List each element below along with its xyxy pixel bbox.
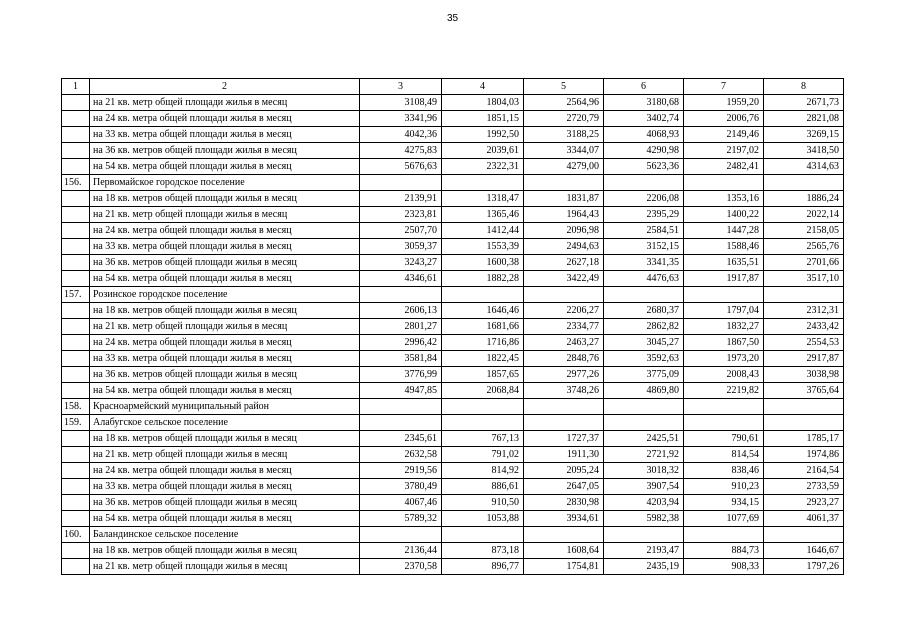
value-cell: 3776,99	[360, 367, 442, 383]
header-cell: 1	[62, 79, 90, 95]
header-cell: 4	[442, 79, 524, 95]
value-cell: 3243,27	[360, 255, 442, 271]
page-number: 35	[446, 13, 459, 24]
empty-cell	[360, 527, 442, 543]
row-number-cell	[62, 239, 90, 255]
value-cell: 2721,92	[604, 447, 684, 463]
row-number-cell	[62, 191, 90, 207]
section-number: 160.	[62, 527, 90, 543]
row-number-cell	[62, 479, 90, 495]
value-cell: 2193,47	[604, 543, 684, 559]
value-cell: 3780,49	[360, 479, 442, 495]
table-row	[62, 143, 844, 159]
value-cell: 1832,27	[684, 319, 764, 335]
section-number: 159.	[62, 415, 90, 431]
value-cell: 2821,08	[764, 111, 844, 127]
value-cell: 2917,87	[764, 351, 844, 367]
row-number-cell	[62, 207, 90, 223]
empty-cell	[524, 175, 604, 191]
value-cell: 1353,16	[684, 191, 764, 207]
value-cell: 2923,27	[764, 495, 844, 511]
value-cell: 3402,74	[604, 111, 684, 127]
value-cell: 3344,07	[524, 143, 604, 159]
value-cell: 838,46	[684, 463, 764, 479]
value-cell: 814,92	[442, 463, 524, 479]
value-cell: 5982,38	[604, 511, 684, 527]
section-title: Алабугское сельское поселение	[90, 415, 360, 431]
row-label: на 21 кв. метр общей площади жилья в месяц	[90, 319, 360, 335]
value-cell: 1831,87	[524, 191, 604, 207]
value-cell: 4068,93	[604, 127, 684, 143]
value-cell: 2158,05	[764, 223, 844, 239]
value-cell: 2312,31	[764, 303, 844, 319]
value-cell: 3180,68	[604, 95, 684, 111]
value-cell: 2395,29	[604, 207, 684, 223]
value-cell: 3775,09	[604, 367, 684, 383]
value-cell: 1716,86	[442, 335, 524, 351]
value-cell: 1973,20	[684, 351, 764, 367]
table-row	[62, 255, 844, 271]
row-number-cell	[62, 463, 90, 479]
value-cell: 1646,67	[764, 543, 844, 559]
table-row	[62, 191, 844, 207]
value-cell: 3059,37	[360, 239, 442, 255]
section-title: Первомайское городское поселение	[90, 175, 360, 191]
value-cell: 3341,96	[360, 111, 442, 127]
value-cell: 4314,63	[764, 159, 844, 175]
value-cell: 791,02	[442, 447, 524, 463]
value-cell: 2584,51	[604, 223, 684, 239]
empty-cell	[524, 287, 604, 303]
value-cell: 2564,96	[524, 95, 604, 111]
row-number-cell	[62, 271, 90, 287]
value-cell: 2627,18	[524, 255, 604, 271]
value-cell: 4067,46	[360, 495, 442, 511]
section-title: Красноармейский муниципальный район	[90, 399, 360, 415]
value-cell: 5789,32	[360, 511, 442, 527]
row-number-cell	[62, 495, 90, 511]
value-cell: 3517,10	[764, 271, 844, 287]
value-cell: 4061,37	[764, 511, 844, 527]
header-cell: 7	[684, 79, 764, 95]
table-row	[62, 543, 844, 559]
value-cell: 4042,36	[360, 127, 442, 143]
section-number: 158.	[62, 399, 90, 415]
empty-cell	[764, 415, 844, 431]
value-cell: 910,23	[684, 479, 764, 495]
value-cell: 1077,69	[684, 511, 764, 527]
value-cell: 2848,76	[524, 351, 604, 367]
row-number-cell	[62, 559, 90, 575]
value-cell: 2801,27	[360, 319, 442, 335]
table-row	[62, 511, 844, 527]
table-row	[62, 463, 844, 479]
value-cell: 3581,84	[360, 351, 442, 367]
row-label: на 21 кв. метр общей площади жилья в месяц	[90, 447, 360, 463]
value-cell: 1754,81	[524, 559, 604, 575]
row-number-cell	[62, 543, 90, 559]
value-cell: 2322,31	[442, 159, 524, 175]
value-cell: 2323,81	[360, 207, 442, 223]
empty-cell	[360, 399, 442, 415]
empty-cell	[360, 415, 442, 431]
row-label: на 36 кв. метров общей площади жилья в месяц	[90, 495, 360, 511]
value-cell: 1804,03	[442, 95, 524, 111]
value-cell: 2671,73	[764, 95, 844, 111]
value-cell: 908,33	[684, 559, 764, 575]
value-cell: 2647,05	[524, 479, 604, 495]
row-number-cell	[62, 159, 90, 175]
row-number-cell	[62, 319, 90, 335]
row-number-cell	[62, 367, 90, 383]
value-cell: 1588,46	[684, 239, 764, 255]
value-cell: 767,13	[442, 431, 524, 447]
section-row	[62, 415, 844, 431]
empty-cell	[684, 399, 764, 415]
value-cell: 2632,58	[360, 447, 442, 463]
value-cell: 2862,82	[604, 319, 684, 335]
header-cell: 3	[360, 79, 442, 95]
value-cell: 1785,17	[764, 431, 844, 447]
table-row	[62, 271, 844, 287]
value-cell: 1318,47	[442, 191, 524, 207]
value-cell: 2435,19	[604, 559, 684, 575]
row-label: на 36 кв. метров общей площади жилья в месяц	[90, 367, 360, 383]
value-cell: 3045,27	[604, 335, 684, 351]
value-cell: 1964,43	[524, 207, 604, 223]
value-cell: 2701,66	[764, 255, 844, 271]
section-row	[62, 527, 844, 543]
row-label: на 36 кв. метров общей площади жилья в месяц	[90, 255, 360, 271]
empty-cell	[524, 527, 604, 543]
value-cell: 2680,37	[604, 303, 684, 319]
header-cell: 5	[524, 79, 604, 95]
empty-cell	[604, 287, 684, 303]
value-cell: 5676,63	[360, 159, 442, 175]
value-cell: 4203,94	[604, 495, 684, 511]
value-cell: 1992,50	[442, 127, 524, 143]
value-cell: 2370,58	[360, 559, 442, 575]
empty-cell	[604, 399, 684, 415]
empty-cell	[442, 415, 524, 431]
tariff-table	[61, 78, 844, 575]
value-cell: 1867,50	[684, 335, 764, 351]
value-cell: 910,50	[442, 495, 524, 511]
value-cell: 4290,98	[604, 143, 684, 159]
empty-cell	[442, 527, 524, 543]
value-cell: 1822,45	[442, 351, 524, 367]
value-cell: 3038,98	[764, 367, 844, 383]
row-number-cell	[62, 447, 90, 463]
value-cell: 1053,88	[442, 511, 524, 527]
empty-cell	[360, 175, 442, 191]
section-number: 156.	[62, 175, 90, 191]
value-cell: 3269,15	[764, 127, 844, 143]
value-cell: 1635,51	[684, 255, 764, 271]
row-label: на 24 кв. метра общей площади жилья в месяц	[90, 223, 360, 239]
value-cell: 1959,20	[684, 95, 764, 111]
value-cell: 2149,46	[684, 127, 764, 143]
table-row	[62, 559, 844, 575]
value-cell: 1681,66	[442, 319, 524, 335]
section-row	[62, 175, 844, 191]
table-row	[62, 335, 844, 351]
value-cell: 3108,49	[360, 95, 442, 111]
row-number-cell	[62, 511, 90, 527]
value-cell: 4279,00	[524, 159, 604, 175]
row-label: на 33 кв. метра общей площади жилья в месяц	[90, 239, 360, 255]
value-cell: 790,61	[684, 431, 764, 447]
value-cell: 1608,64	[524, 543, 604, 559]
row-label: на 18 кв. метров общей площади жилья в месяц	[90, 543, 360, 559]
value-cell: 1600,38	[442, 255, 524, 271]
table-row	[62, 159, 844, 175]
value-cell: 884,73	[684, 543, 764, 559]
table-row	[62, 479, 844, 495]
empty-cell	[604, 527, 684, 543]
row-label: на 33 кв. метра общей площади жилья в месяц	[90, 479, 360, 495]
row-label: на 33 кв. метра общей площади жилья в месяц	[90, 351, 360, 367]
value-cell: 3188,25	[524, 127, 604, 143]
value-cell: 2206,08	[604, 191, 684, 207]
value-cell: 2919,56	[360, 463, 442, 479]
value-cell: 2197,02	[684, 143, 764, 159]
row-number-cell	[62, 303, 90, 319]
empty-cell	[764, 399, 844, 415]
row-label: на 33 кв. метра общей площади жилья в месяц	[90, 127, 360, 143]
value-cell: 1553,39	[442, 239, 524, 255]
empty-cell	[764, 287, 844, 303]
value-cell: 5623,36	[604, 159, 684, 175]
value-cell: 1412,44	[442, 223, 524, 239]
value-cell: 1646,46	[442, 303, 524, 319]
value-cell: 1365,46	[442, 207, 524, 223]
row-label: на 54 кв. метра общей площади жилья в месяц	[90, 511, 360, 527]
value-cell: 2345,61	[360, 431, 442, 447]
table-row	[62, 303, 844, 319]
empty-cell	[524, 399, 604, 415]
value-cell: 3418,50	[764, 143, 844, 159]
value-cell: 2006,76	[684, 111, 764, 127]
row-label: на 18 кв. метров общей площади жилья в месяц	[90, 431, 360, 447]
header-row	[62, 79, 844, 95]
empty-cell	[764, 175, 844, 191]
row-label: на 18 кв. метров общей площади жилья в месяц	[90, 191, 360, 207]
table-row	[62, 207, 844, 223]
value-cell: 1797,04	[684, 303, 764, 319]
value-cell: 4476,63	[604, 271, 684, 287]
value-cell: 4346,61	[360, 271, 442, 287]
value-cell: 2039,61	[442, 143, 524, 159]
value-cell: 2482,41	[684, 159, 764, 175]
row-number-cell	[62, 95, 90, 111]
section-title: Розинское городское поселение	[90, 287, 360, 303]
value-cell: 873,18	[442, 543, 524, 559]
value-cell: 2977,26	[524, 367, 604, 383]
row-number-cell	[62, 223, 90, 239]
value-cell: 2996,42	[360, 335, 442, 351]
value-cell: 1727,37	[524, 431, 604, 447]
value-cell: 2068,84	[442, 383, 524, 399]
row-label: на 24 кв. метра общей площади жилья в месяц	[90, 111, 360, 127]
value-cell: 2008,43	[684, 367, 764, 383]
value-cell: 3018,32	[604, 463, 684, 479]
row-number-cell	[62, 383, 90, 399]
empty-cell	[684, 287, 764, 303]
value-cell: 3341,35	[604, 255, 684, 271]
row-label: на 18 кв. метров общей площади жилья в месяц	[90, 303, 360, 319]
value-cell: 934,15	[684, 495, 764, 511]
value-cell: 1447,28	[684, 223, 764, 239]
value-cell: 2022,14	[764, 207, 844, 223]
header-cell: 8	[764, 79, 844, 95]
value-cell: 1400,22	[684, 207, 764, 223]
value-cell: 2830,98	[524, 495, 604, 511]
row-label: на 54 кв. метра общей площади жилья в месяц	[90, 159, 360, 175]
value-cell: 1886,24	[764, 191, 844, 207]
value-cell: 4275,83	[360, 143, 442, 159]
empty-cell	[684, 527, 764, 543]
header-cell: 6	[604, 79, 684, 95]
row-number-cell	[62, 127, 90, 143]
value-cell: 2139,91	[360, 191, 442, 207]
value-cell: 2334,77	[524, 319, 604, 335]
row-label: на 21 кв. метр общей площади жилья в месяц	[90, 207, 360, 223]
value-cell: 3748,26	[524, 383, 604, 399]
value-cell: 2733,59	[764, 479, 844, 495]
row-number-cell	[62, 431, 90, 447]
value-cell: 1911,30	[524, 447, 604, 463]
value-cell: 1882,28	[442, 271, 524, 287]
value-cell: 2164,54	[764, 463, 844, 479]
value-cell: 2095,24	[524, 463, 604, 479]
value-cell: 896,77	[442, 559, 524, 575]
value-cell: 2565,76	[764, 239, 844, 255]
value-cell: 4947,85	[360, 383, 442, 399]
row-label: на 24 кв. метра общей площади жилья в месяц	[90, 335, 360, 351]
row-number-cell	[62, 351, 90, 367]
empty-cell	[442, 399, 524, 415]
row-number-cell	[62, 143, 90, 159]
section-number: 157.	[62, 287, 90, 303]
value-cell: 3152,15	[604, 239, 684, 255]
empty-cell	[442, 287, 524, 303]
row-label: на 54 кв. метра общей площади жилья в месяц	[90, 271, 360, 287]
value-cell: 1797,26	[764, 559, 844, 575]
section-title: Баландинское сельское поселение	[90, 527, 360, 543]
empty-cell	[764, 527, 844, 543]
value-cell: 1857,65	[442, 367, 524, 383]
value-cell: 886,61	[442, 479, 524, 495]
value-cell: 2494,63	[524, 239, 604, 255]
value-cell: 2096,98	[524, 223, 604, 239]
empty-cell	[524, 415, 604, 431]
row-number-cell	[62, 335, 90, 351]
table-row	[62, 127, 844, 143]
value-cell: 2554,53	[764, 335, 844, 351]
value-cell: 3907,54	[604, 479, 684, 495]
table-row	[62, 383, 844, 399]
section-row	[62, 399, 844, 415]
empty-cell	[684, 175, 764, 191]
row-label: на 21 кв. метр общей площади жилья в месяц	[90, 559, 360, 575]
table-row	[62, 319, 844, 335]
value-cell: 2219,82	[684, 383, 764, 399]
value-cell: 1851,15	[442, 111, 524, 127]
empty-cell	[604, 175, 684, 191]
value-cell: 2507,70	[360, 223, 442, 239]
table-row	[62, 223, 844, 239]
row-number-cell	[62, 255, 90, 271]
value-cell: 2425,51	[604, 431, 684, 447]
value-cell: 2433,42	[764, 319, 844, 335]
table-row	[62, 95, 844, 111]
value-cell: 4869,80	[604, 383, 684, 399]
value-cell: 3422,49	[524, 271, 604, 287]
value-cell: 814,54	[684, 447, 764, 463]
table-row	[62, 351, 844, 367]
value-cell: 3765,64	[764, 383, 844, 399]
table-row	[62, 111, 844, 127]
empty-cell	[604, 415, 684, 431]
value-cell: 3592,63	[604, 351, 684, 367]
header-cell: 2	[90, 79, 360, 95]
value-cell: 2463,27	[524, 335, 604, 351]
table-row	[62, 367, 844, 383]
value-cell: 1974,86	[764, 447, 844, 463]
value-cell: 2136,44	[360, 543, 442, 559]
empty-cell	[360, 287, 442, 303]
value-cell: 2720,79	[524, 111, 604, 127]
value-cell: 2206,27	[524, 303, 604, 319]
empty-cell	[442, 175, 524, 191]
table-row	[62, 239, 844, 255]
row-label: на 54 кв. метра общей площади жилья в месяц	[90, 383, 360, 399]
row-label: на 36 кв. метров общей площади жилья в месяц	[90, 143, 360, 159]
value-cell: 1917,87	[684, 271, 764, 287]
row-label: на 21 кв. метр общей площади жилья в месяц	[90, 95, 360, 111]
row-label: на 24 кв. метра общей площади жилья в месяц	[90, 463, 360, 479]
table-row	[62, 495, 844, 511]
value-cell: 3934,61	[524, 511, 604, 527]
value-cell: 2606,13	[360, 303, 442, 319]
row-number-cell	[62, 111, 90, 127]
section-row	[62, 287, 844, 303]
empty-cell	[684, 415, 764, 431]
table-row	[62, 431, 844, 447]
table-body	[62, 79, 844, 575]
table-row	[62, 447, 844, 463]
